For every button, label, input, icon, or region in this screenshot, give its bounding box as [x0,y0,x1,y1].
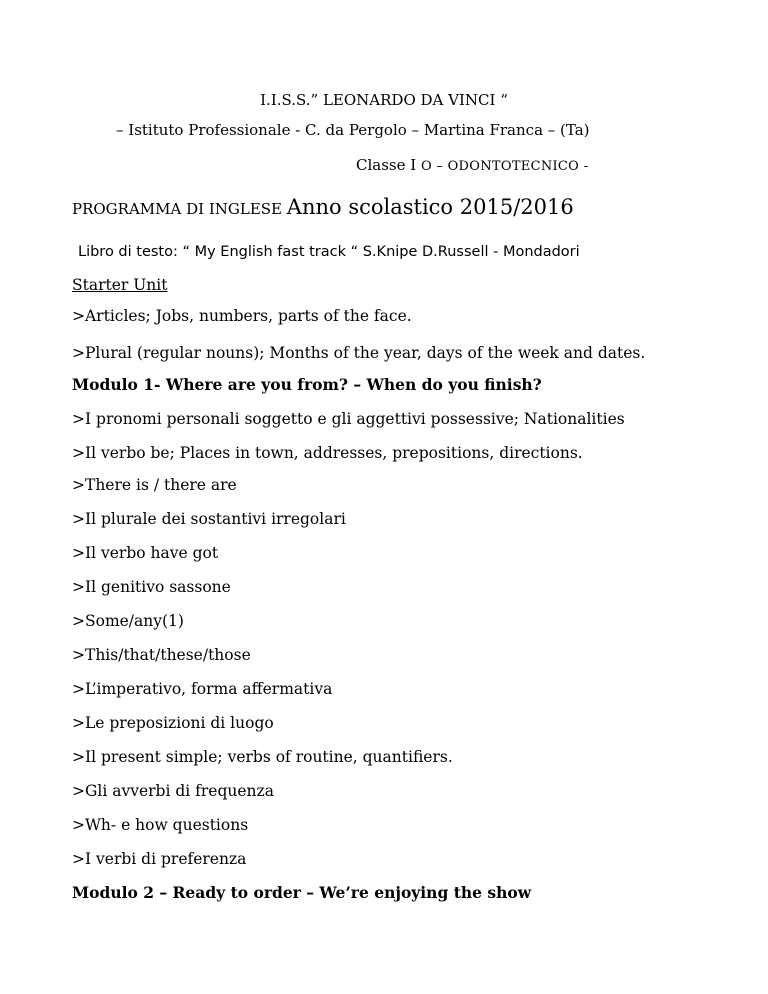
class-suffix: O – ODONTOTECNICO - [420,159,589,174]
list-item: >Gli avverbi di frequenza [72,782,274,800]
class-prefix: Classe I [356,156,421,174]
modulo-1-title: Modulo 1- Where are you from? – When do you finish? [72,375,542,394]
list-item: >Il genitivo sassone [72,578,231,596]
starter-unit-title: Starter Unit [72,276,168,294]
list-item: >Il verbo be; Places in town, addresses, prepositions, directions. [72,444,583,462]
school-name: I.I.S.S.” LEONARDO DA VINCI “ [260,91,508,109]
modulo-2-title: Modulo 2 – Ready to order – We’re enjoying the show [72,883,532,902]
list-item: >Articles; Jobs, numbers, parts of the face. [72,307,412,325]
list-item: >There is / there are [72,476,237,494]
list-item: >Wh- e how questions [72,816,249,834]
institute-line: – Istituto Professionale - C. da Pergolo – Martina Franca – (Ta) [116,121,590,139]
program-title [72,197,574,219]
class-line [356,155,588,177]
school-year: Anno scolastico 2015/2016 [286,195,574,219]
list-item: >I verbi di preferenza [72,850,247,868]
list-item: >Some/any(1) [72,612,184,630]
list-item: >L’imperativo, forma affermativa [72,680,333,698]
program-label: PROGRAMMA DI INGLESE [72,200,287,218]
list-item: >Plural (regular nouns); Months of the year, days of the week and dates. [72,344,646,362]
list-item: >Le preposizioni di luogo [72,714,274,732]
textbook-line: Libro di testo: “ My English fast track “ S.Knipe D.Russell - Mondadori [78,244,580,260]
list-item: >Il plurale dei sostantivi irregolari [72,510,346,528]
list-item: >I pronomi personali soggetto e gli aggettivi possessive; Nationalities [72,410,625,428]
list-item: >This/that/these/those [72,646,251,664]
list-item: >Il verbo have got [72,544,219,562]
list-item: >Il present simple; verbs of routine, quantifiers. [72,748,453,766]
